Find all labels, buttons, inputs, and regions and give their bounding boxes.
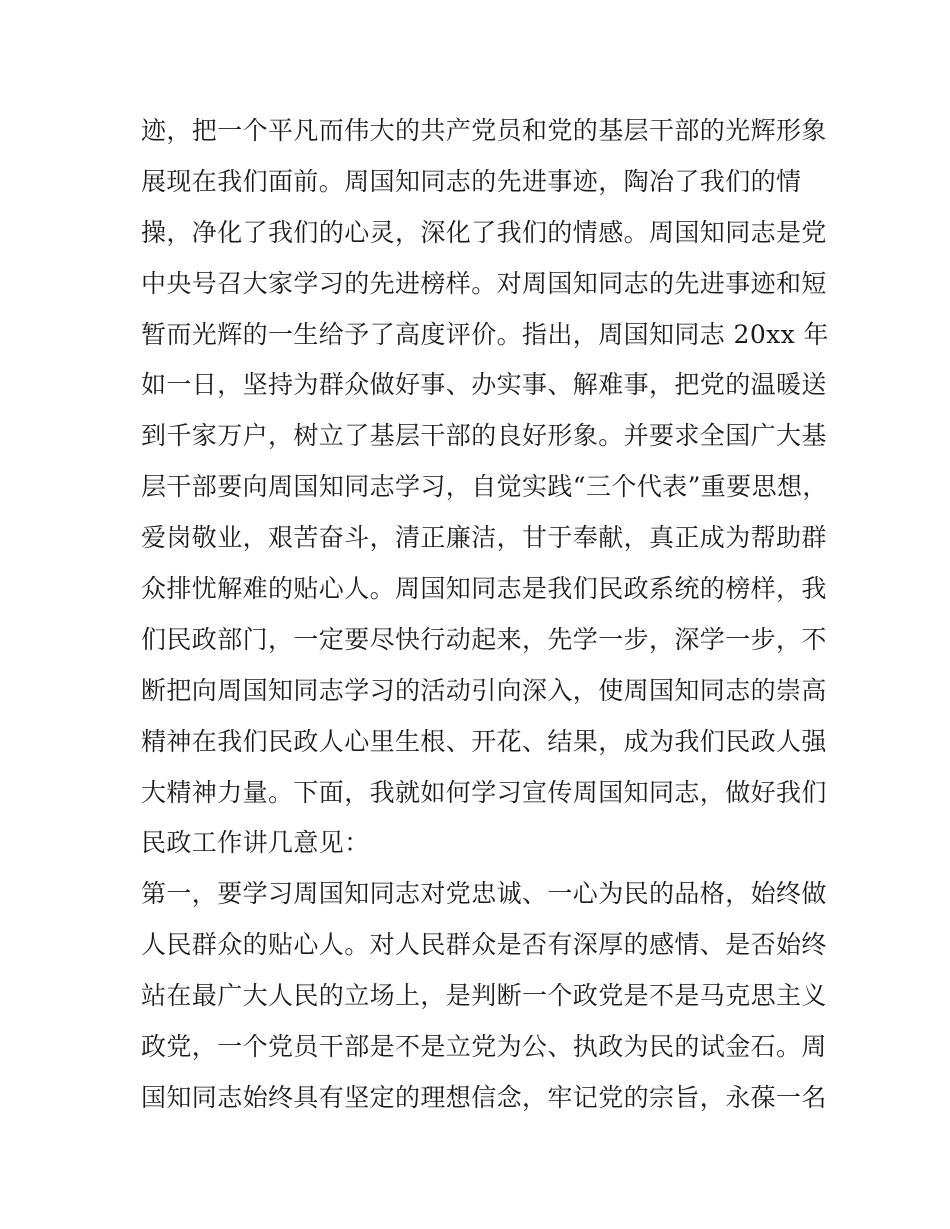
text-line: 站在最广大人民的立场上，是判断一个政党是不是马克思主义 (141, 981, 827, 1011)
text-line: 层干部要向周国知同志学习，自觉实践“三个代表”重要思想， (141, 472, 828, 502)
text-line: 大精神力量。下面，我就如何学习宣传周国知同志，做好我们 (141, 777, 827, 807)
text-line: 第一，要学习周国知同志对党忠诚、一心为民的品格，始终做 (141, 879, 827, 909)
document-body (141, 106, 829, 1124)
text-line: 操，净化了我们的心灵，深化了我们的情感。周国知同志是党 (141, 217, 827, 247)
text-line: 众排忧解难的贴心人。周国知同志是我们民政系统的榜样，我 (141, 574, 827, 604)
text-line: 精神在我们民政人心里生根、开花、结果，成为我们民政人强 (141, 726, 827, 756)
text-line: 们民政部门，一定要尽快行动起来，先学一步，深学一步，不 (141, 624, 827, 654)
text-line: 人民群众的贴心人。对人民群众是否有深厚的感情、是否始终 (141, 930, 827, 960)
text-line: 到千家万户，树立了基层干部的良好形象。并要求全国广大基 (141, 421, 827, 451)
text-line: 政党，一个党员干部是不是立党为公、执政为民的试金石。周 (141, 1032, 827, 1062)
text-line: 爱岗敬业，艰苦奋斗，清正廉洁，甘于奉献，真正成为帮助群 (141, 523, 827, 553)
text-line: 迹，把一个平凡而伟大的共产党员和党的基层干部的光辉形象 (141, 116, 827, 145)
text-line: 国知同志始终具有坚定的理想信念，牢记党的宗旨，永葆一名 (141, 1082, 827, 1112)
text-line: 中央号召大家学习的先进榜样。对周国知同志的先进事迹和短 (141, 268, 827, 298)
text-line: 断把向周国知同志学习的活动引向深入，使周国知同志的崇高 (141, 675, 827, 705)
text-line: 如一日，坚持为群众做好事、办实事、解难事，把党的温暖送 (141, 370, 827, 400)
text-line: 暂而光辉的一生给予了高度评价。指出，周国知同志 20xx 年 (141, 319, 829, 349)
text-line: 民政工作讲几意见： (141, 828, 370, 858)
text-line: 展现在我们面前。周国知同志的先进事迹，陶冶了我们的情 (141, 166, 802, 196)
